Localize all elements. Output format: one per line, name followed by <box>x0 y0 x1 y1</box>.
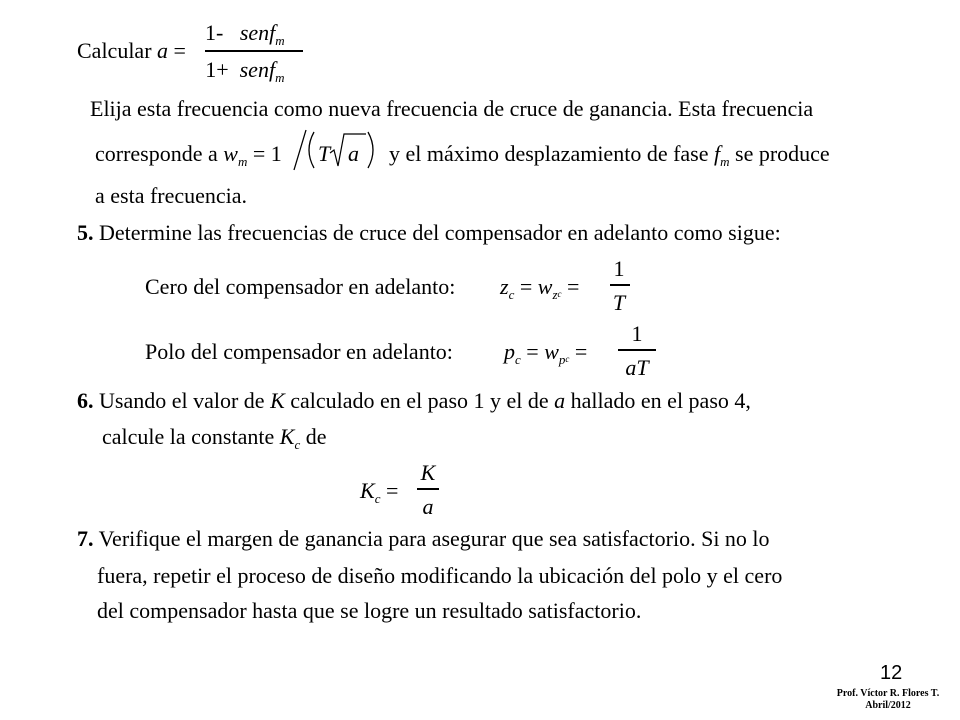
zero-label: Cero del compensador en adelanto: <box>145 274 456 299</box>
Kc-fraction-numerator: K <box>420 460 436 485</box>
step4-line2-rest: y el máximo desplazamiento de fase $f_m$ se produce <box>389 141 830 169</box>
step6-line2: calcule la constante $K_c$ de <box>102 424 327 452</box>
alpha-symbol-step6: a <box>554 388 566 413</box>
equals-sign: = <box>173 38 186 63</box>
alpha-under-root: a <box>348 141 359 166</box>
zero-fraction <box>608 258 630 314</box>
pole-fraction-denominator: aT <box>625 355 649 380</box>
Kc-fraction-denominator: a <box>422 494 434 519</box>
pole-fraction-numerator: 1 <box>631 321 643 346</box>
zero-formula: $z_c = w_zc$ = <box>500 274 580 302</box>
step7-line2: fuera, repetir el proceso de diseño modificando la ubicación del polo y el cero <box>97 563 783 588</box>
step6-number: 6. <box>77 388 94 413</box>
w-symbol: w <box>223 141 238 166</box>
Kc-fraction <box>417 462 439 518</box>
Kc-formula: $K_c$ = <box>360 478 399 506</box>
calc-label: Calcular <box>77 38 152 63</box>
step7-line3: del compensador hasta que se logre un resultado satisfactorio. <box>97 598 642 623</box>
pole-formula: $p_c = w_pc$ = <box>504 339 588 367</box>
pole-fraction-bar <box>618 349 656 351</box>
step4-line1: Elija esta frecuencia como nueva frecuencia de cruce de ganancia. Esta frecuencia <box>90 96 814 121</box>
calc-alpha-formula <box>77 40 186 62</box>
step7-line1: 7. Verifique el margen de ganancia para asegurar que sea satisfactorio. Si no lo <box>77 526 770 551</box>
step7-number: 7. <box>77 526 94 551</box>
phi-symbol: f <box>714 141 721 166</box>
zero-fraction-numerator: 1 <box>613 256 625 281</box>
alpha-fraction-bar <box>205 50 303 52</box>
zero-fraction-bar <box>610 284 630 286</box>
zero-fraction-denominator: T <box>612 290 626 315</box>
author-footer <box>820 688 956 711</box>
step4-line2: corresponde a $w_m = 1$ <box>95 141 282 169</box>
step5-heading <box>77 222 781 244</box>
Kc-symbol: K <box>279 424 295 449</box>
alpha-symbol: a <box>157 38 169 63</box>
K-symbol: K <box>270 388 285 413</box>
alpha-fraction-denominator: 1+ senf$_m$ <box>205 57 285 85</box>
step5-title: Determine las frecuencias de cruce del compensador en adelanto como sigue: <box>99 220 781 245</box>
T-symbol: T <box>318 141 331 166</box>
alpha-fraction <box>205 22 285 84</box>
pole-label: Polo del compensador en adelanto: <box>145 339 453 364</box>
author-name: Prof. Víctor R. Flores T. <box>836 688 940 699</box>
step6-line1: 6. Usando el valor de K calculado en el paso 1 y el de a hallado en el paso 4, <box>77 388 751 413</box>
step5-number: 5. <box>77 220 94 245</box>
alpha-fraction-numerator: 1- senf$_m$ <box>205 20 285 48</box>
page-number: 12 <box>880 662 903 684</box>
step4-line3: a esta frecuencia. <box>95 183 248 208</box>
pole-fraction <box>618 323 656 379</box>
author-date: Abril/2012 <box>865 699 911 711</box>
Kc-fraction-bar <box>417 488 439 490</box>
wm-formula-brackets <box>292 128 387 172</box>
